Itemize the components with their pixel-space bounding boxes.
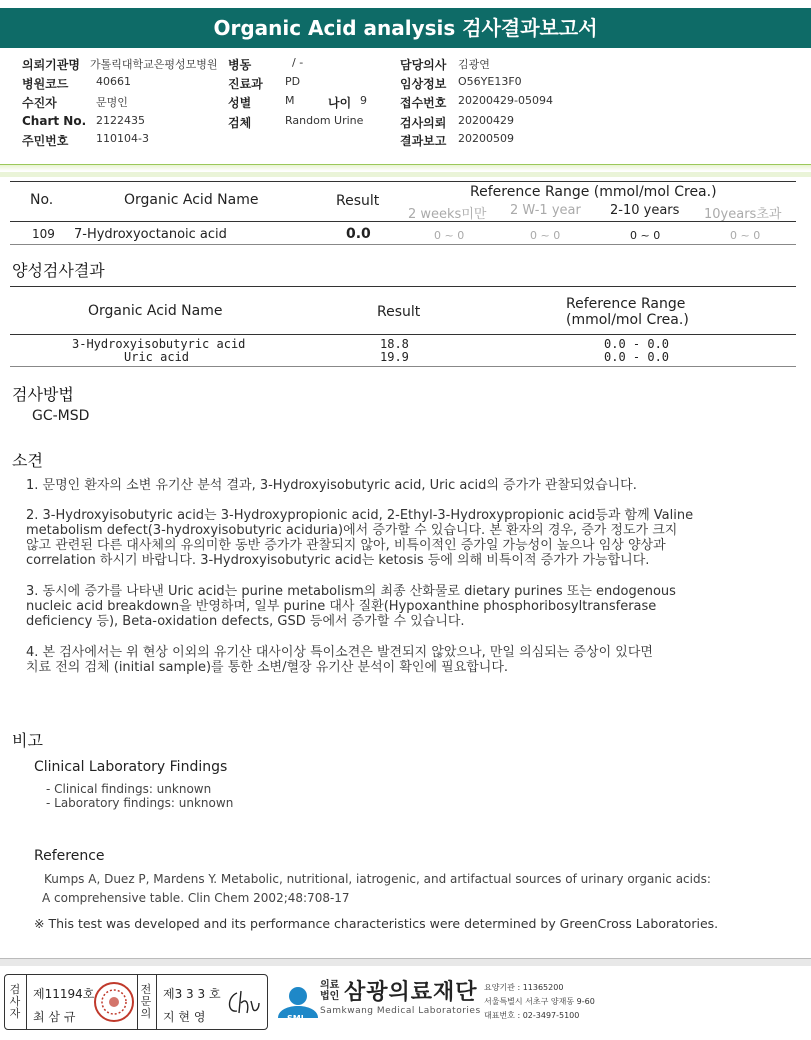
info-value: 20200509: [458, 132, 514, 145]
row-result: 18.8: [380, 337, 409, 351]
row-range: 0.0 - 0.0: [604, 337, 670, 351]
red-stamp-icon: [93, 981, 135, 1023]
info-label: 주민번호: [22, 134, 69, 148]
info-label: 병원코드: [22, 77, 69, 91]
svg-text:SML: SML: [287, 1014, 306, 1023]
info-value: Random Urine: [285, 114, 364, 127]
org-type: [320, 980, 339, 1002]
row-name: 3-Hydroxyisobutyric acid: [72, 337, 246, 351]
org-type-line: 의료: [320, 980, 340, 991]
footer-band: [0, 958, 811, 966]
reference-title: Reference: [34, 848, 105, 864]
handwritten-signature-icon: [223, 987, 263, 1019]
opinion-line: nucleic acid breakdown을 반영하며, 일부 purine 대사 질환(Hypoxanthine phosphoribosyltransferase: [26, 599, 657, 614]
col-header-result: Result: [336, 193, 380, 209]
info-value: O56YE13F0: [458, 75, 522, 88]
row-result: 19.9: [380, 350, 409, 364]
table-rule: [10, 181, 796, 182]
info-value: 2122435: [96, 114, 145, 127]
opinion-line: 치료 전의 검체 (initial sample)를 통한 소변/혈장 유기산 분석이 확인에 필요합니다.: [26, 660, 509, 675]
table-rule: [10, 244, 796, 245]
info-value: 20200429: [458, 114, 514, 127]
org-info-line: 서울특별시 서초구 양재동 9-60: [484, 997, 595, 1006]
remarks-title: 비고: [12, 731, 43, 750]
sig1-number: 제11194호: [33, 987, 95, 1001]
reference-line: A comprehensive table. Clin Chem 2002;48:708-17: [42, 891, 350, 905]
table-rule: [10, 286, 796, 287]
age-group-header: 2 W-1 year: [510, 203, 581, 218]
row-range: 0 ~ 0: [434, 229, 465, 242]
info-value: / -: [292, 56, 304, 69]
opinion-line: 3. 동시에 증가를 나타낸 Uric acid는 purine metabolism의 최종 산화물로 dietary purines 또는 endogenous: [26, 584, 676, 599]
positive-title: 양성검사결과: [12, 261, 105, 280]
org-info-line: 요양기관 : 11365200: [484, 983, 564, 992]
info-label: 검사의뢰: [400, 116, 447, 130]
row-result: 0.0: [346, 226, 371, 242]
opinion-line: deficiency 등), Beta-oxidation defects, GSD 등에서 증가할 수 있습니다.: [26, 614, 465, 629]
row-range: 0 ~ 0: [730, 229, 761, 242]
info-label: 담당의사: [400, 58, 447, 72]
org-name: 삼광의료재단: [344, 980, 478, 1005]
opinion-paragraph-1: [26, 478, 806, 493]
col-header-range-unit: (mmol/mol Crea.): [566, 312, 689, 328]
opinion-line: 1. 문명인 환자의 소변 유기산 분석 결과, 3-Hydroxyisobutyric acid, Uric acid의 증가가 관찰되었습니다.: [26, 478, 637, 493]
findings-title: Clinical Laboratory Findings: [34, 759, 228, 775]
col-header-range: Reference Range: [566, 296, 686, 312]
reference-text: [44, 870, 784, 908]
table-rule: [10, 366, 796, 367]
sig-divider: [26, 975, 27, 1029]
opinion-line: correlation 하시기 바랍니다. 3-Hydroxyisobutyric acid는 ketosis 등에 의해 비특이적 증가가 가능합니다.: [26, 553, 650, 568]
info-label: 병동: [228, 58, 252, 72]
sig1-name: 최 삼 규: [33, 1010, 76, 1024]
info-value: PD: [285, 75, 301, 88]
age-group-header: 2-10 years: [610, 203, 680, 218]
org-english-name: Samkwang Medical Laboratories: [320, 1006, 481, 1016]
info-label: 성별: [228, 96, 252, 110]
opinion-line: 않고 관련된 다른 대사체의 유의미한 동반 증가가 관찰되지 않아, 비특이적인 증가일 가능성이 높으나 임상 양상과: [26, 538, 666, 553]
table-rule: [10, 221, 796, 222]
info-label: 진료과: [228, 77, 263, 91]
finding-item: - Laboratory findings: unknown: [46, 796, 234, 810]
info-value: 110104-3: [96, 132, 149, 145]
report-title: Organic Acid analysis 검사결과보고서: [0, 8, 811, 48]
age-value: 9: [360, 94, 367, 107]
info-value: 문명인: [96, 96, 128, 109]
age-label: 나이: [328, 96, 352, 110]
sig2-number: 제3 3 3 호: [163, 987, 221, 1001]
col-header-name: Organic Acid Name: [88, 303, 223, 319]
sml-logo-icon: [272, 978, 324, 1028]
signature-box: [4, 974, 268, 1030]
sig2-label: 전문의: [140, 983, 152, 1020]
row-name: 7-Hydroxyoctanoic acid: [74, 227, 227, 242]
info-label: 결과보고: [400, 134, 447, 148]
age-group-header: 2 weeks미만: [408, 207, 487, 222]
sig1-label: 검사자: [9, 983, 21, 1020]
header-divider: [0, 164, 811, 171]
col-header-name: Organic Acid Name: [124, 192, 259, 208]
info-label: Chart No.: [22, 114, 87, 128]
info-value: M: [285, 94, 295, 107]
info-value: 가톨릭대학교은평성모병원: [90, 58, 218, 71]
method-title: 검사방법: [12, 385, 74, 404]
sig-divider: [156, 975, 157, 1029]
row-name: Uric acid: [124, 350, 190, 364]
sig-divider: [137, 975, 138, 1029]
sig2-name: 지 현 영: [163, 1010, 206, 1024]
opinion-line: 2. 3-Hydroxyisobutyric acid는 3-Hydroxypropionic acid, 2-Ethyl-3-Hydroxypropionic acid등과 함께 Valine: [26, 508, 694, 523]
opinion-line: metabolism defect(3-hydroxyisobutyric aciduria)에서 증가할 수 있습니다. 본 환자의 경우, 증가 정도가 크지: [26, 523, 678, 538]
age-group-header: 10years초과: [704, 207, 782, 222]
header-divider-band: [0, 172, 811, 177]
info-value: 40661: [96, 75, 131, 88]
row-range: 0 ~ 0: [630, 229, 661, 242]
info-label: 검체: [228, 116, 252, 130]
col-header-range: Reference Range (mmol/mol Crea.): [470, 184, 717, 200]
info-label: 수진자: [22, 96, 57, 110]
info-label: 접수번호: [400, 96, 447, 110]
validation-note: ※ This test was developed and its performance characteristics were determined by GreenCross Laboratories.: [34, 916, 719, 931]
opinion-paragraph-3: [26, 584, 806, 629]
opinion-line: 4. 본 검사에서는 위 현상 이외의 유기산 대사이상 특이소견은 발견되지 않았으나, 만일 의심되는 증상이 있다면: [26, 645, 653, 660]
info-label: 임상정보: [400, 77, 447, 91]
info-value: 김광연: [458, 58, 490, 71]
opinion-title: 소견: [12, 451, 43, 470]
row-range: 0 ~ 0: [530, 229, 561, 242]
opinion-paragraph-4: [26, 645, 806, 675]
method-value: GC-MSD: [32, 408, 90, 424]
col-header-no: No.: [30, 192, 54, 208]
table-rule: [10, 334, 796, 335]
reference-line: Kumps A, Duez P, Mardens Y. Metabolic, nutritional, iatrogenic, and artifactual sources of urinary organic acids:: [44, 872, 711, 886]
info-value: 20200429-05094: [458, 94, 553, 107]
org-info-line: 대표번호 : 02-3497-5100: [484, 1011, 580, 1020]
col-header-result: Result: [377, 304, 421, 320]
row-no: 109: [32, 227, 55, 241]
row-range: 0.0 - 0.0: [604, 350, 670, 364]
info-label: 의뢰기관명: [22, 58, 80, 72]
opinion-paragraph-2: [26, 508, 806, 568]
finding-item: - Clinical findings: unknown: [46, 782, 212, 796]
org-type-line: 법인: [320, 991, 340, 1002]
